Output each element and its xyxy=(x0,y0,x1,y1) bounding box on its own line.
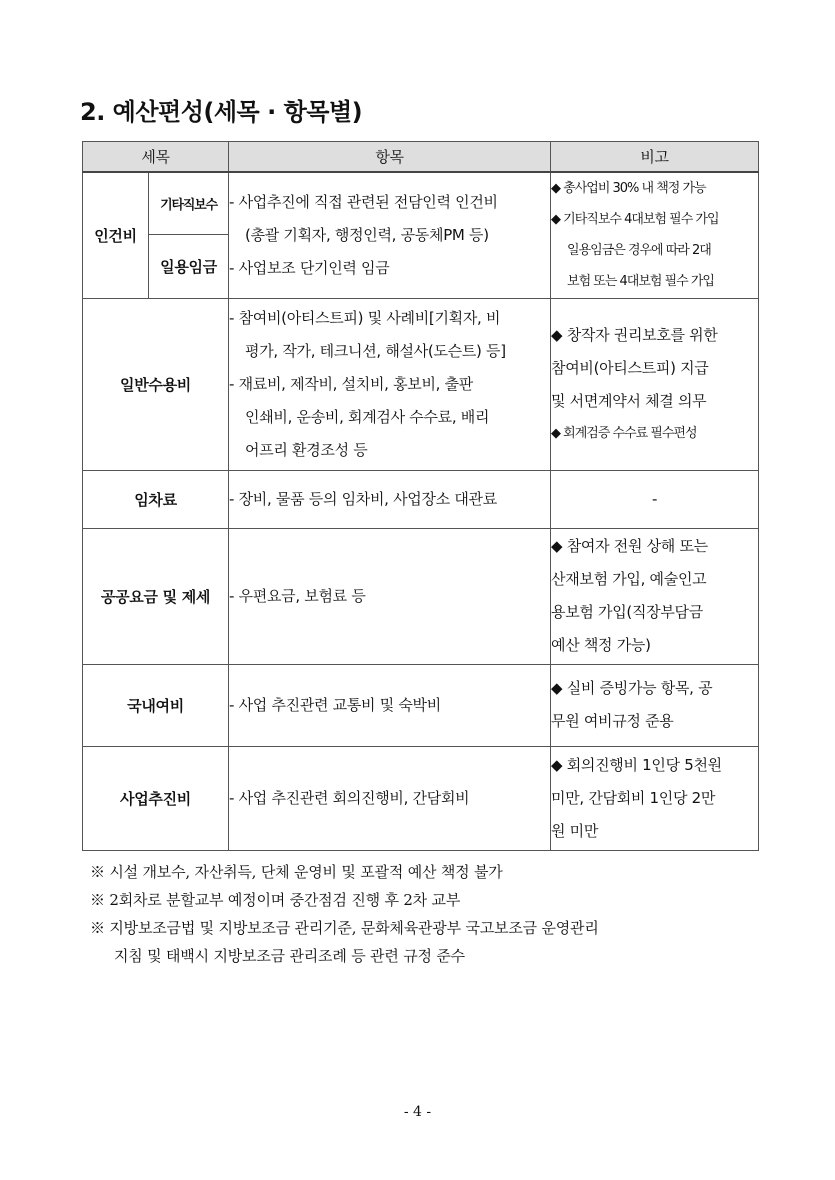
category-utility: 공공요금 및 제세 xyxy=(83,528,229,664)
header-category: 세목 xyxy=(83,142,229,173)
category-travel: 국내여비 xyxy=(83,664,229,746)
category-rent: 임차료 xyxy=(83,470,229,528)
table-header-row xyxy=(83,142,759,173)
footnote-line: ※ 시설 개보수, 자산취득, 단체 운영비 및 포괄적 예산 책정 불가 xyxy=(90,863,503,881)
note-promotion xyxy=(551,746,759,850)
items-travel xyxy=(229,664,551,746)
footnote-line: ※ 2회차로 분할교부 예정이며 중간점검 진행 후 2차 교부 xyxy=(90,891,461,909)
item-line: 어프리 환경조성 등 xyxy=(245,440,368,459)
items-personnel xyxy=(229,172,551,298)
note-line: ◆ 참여자 전원 상해 또는 xyxy=(551,537,708,555)
category-personnel: 인건비 xyxy=(83,172,149,298)
note-line: 예산 책정 가능) xyxy=(551,636,651,654)
items-rent xyxy=(229,470,551,528)
items-utility xyxy=(229,528,551,664)
note-line: 미만, 간담회비 1인당 2만 xyxy=(551,788,716,807)
item-line: - 재료비, 제작비, 설치비, 홍보비, 출판 xyxy=(229,374,474,393)
note-line: 무원 여비규정 준용 xyxy=(551,712,674,730)
page-title: 2. 예산편성(세목 · 항목별) xyxy=(80,98,363,126)
note-rent xyxy=(551,470,759,528)
note-line: ◆ 총사업비 30% 내 책정 가능 xyxy=(551,181,706,197)
item-line: 평가, 작가, 테크니션, 해설사(도슨트) 등] xyxy=(245,341,506,360)
footnote-line: 지침 및 태백시 지방보조금 관리조례 등 관련 규정 준수 xyxy=(114,947,465,965)
subcategory-other-pay: 기타직보수 xyxy=(149,172,229,234)
note-line: 일용임금은 경우에 따라 2대 xyxy=(567,243,711,259)
note-line: - xyxy=(651,489,658,508)
note-general xyxy=(551,298,759,470)
note-line: ◆ 창작자 권리보호를 위한 xyxy=(551,326,718,344)
note-line: 산재보험 가입, 예술인고 xyxy=(551,570,707,588)
items-promotion xyxy=(229,746,551,850)
item-line: - 사업추진에 직접 관련된 전담인력 인건비 xyxy=(229,192,498,211)
item-line: - 장비, 물품 등의 임차비, 사업장소 대관료 xyxy=(229,489,497,508)
category-general: 일반수용비 xyxy=(83,298,229,470)
budget-table xyxy=(82,141,759,851)
footnotes xyxy=(90,858,770,970)
page-number: - 4 - xyxy=(403,1104,432,1120)
note-line: ◆ 회계검증 수수료 필수편성 xyxy=(551,426,697,441)
note-line: ◆ 실비 증빙가능 항목, 공 xyxy=(551,679,713,697)
table-row-utility xyxy=(83,528,759,664)
note-utility xyxy=(551,528,759,664)
note-line: 및 서면계약서 체결 의무 xyxy=(551,392,707,410)
note-line: ◆ 회의진행비 1인당 5천원 xyxy=(551,755,722,774)
table-row-rent xyxy=(83,470,759,528)
item-line: - 사업 추진관련 회의진행비, 간담회비 xyxy=(229,788,470,807)
category-promotion: 사업추진비 xyxy=(83,746,229,850)
note-line: 용보험 가입(직장부담금 xyxy=(551,603,703,621)
header-items: 항목 xyxy=(229,142,551,173)
item-line: (총괄 기획자, 행정인력, 공동체PM 등) xyxy=(245,225,489,244)
item-line: - 우편요금, 보험료 등 xyxy=(229,586,366,605)
header-note: 비고 xyxy=(551,142,759,173)
items-general xyxy=(229,298,551,470)
table-row-general xyxy=(83,298,759,470)
table-row-promotion xyxy=(83,746,759,850)
table-row-travel xyxy=(83,664,759,746)
note-personnel xyxy=(551,172,759,298)
table-row-personnel-1 xyxy=(83,172,759,234)
note-travel xyxy=(551,664,759,746)
note-line: 원 미만 xyxy=(551,821,599,840)
item-line: - 참여비(아티스트피) 및 사례비[기획자, 비 xyxy=(229,308,501,327)
subcategory-daily-wage: 일용임금 xyxy=(149,234,229,298)
note-line: ◆ 기타직보수 4대보험 필수 가입 xyxy=(551,212,719,228)
note-line: 보험 또는 4대보험 필수 가입 xyxy=(567,274,714,290)
footnote-line: ※ 지방보조금법 및 지방보조금 관리기준, 문화체육관광부 국고보조금 운영관리 xyxy=(90,919,599,937)
item-line: - 사업보조 단기인력 임금 xyxy=(229,258,390,277)
note-line: 참여비(아티스트피) 지급 xyxy=(551,359,709,377)
item-line: - 사업 추진관련 교통비 및 숙박비 xyxy=(229,695,441,714)
item-line: 인쇄비, 운송비, 회계검사 수수료, 배리 xyxy=(245,407,490,426)
